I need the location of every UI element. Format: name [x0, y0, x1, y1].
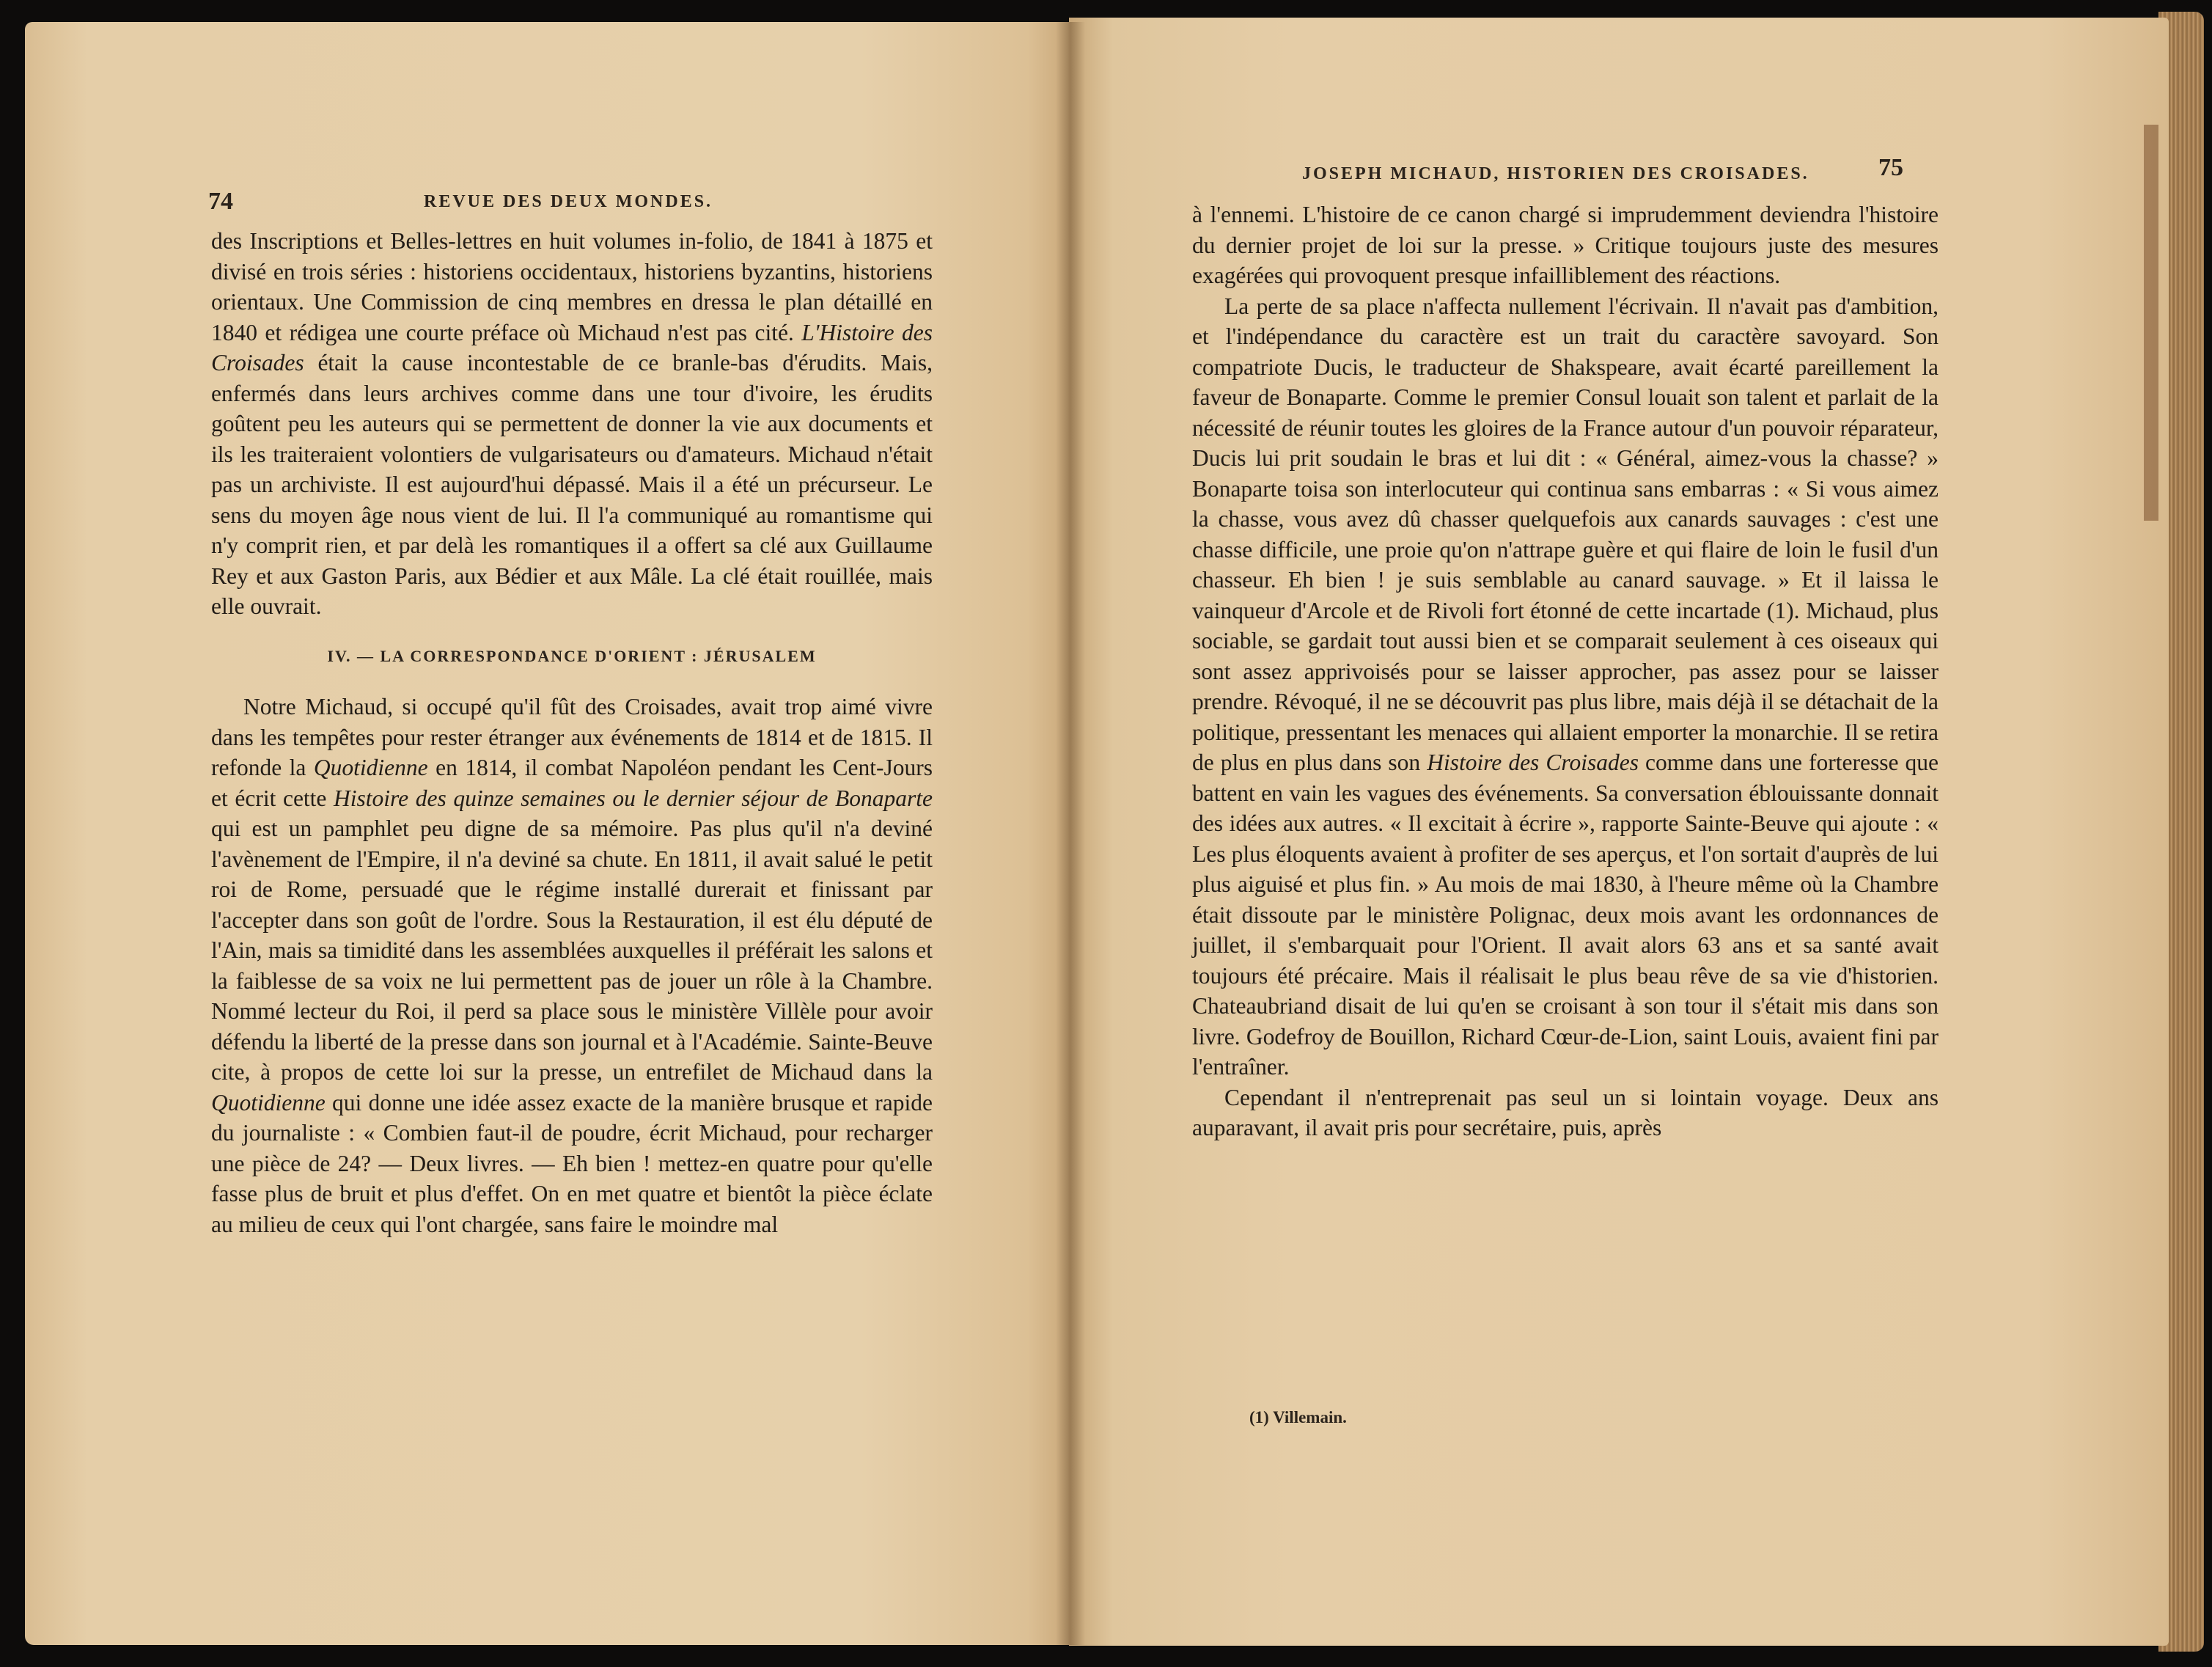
page-edge-shadow: [2144, 125, 2158, 521]
italic-title: Histoire des Croisades: [1427, 750, 1639, 775]
left-paragraph-2: [211, 692, 933, 1239]
italic-title: Quotidienne: [211, 1089, 326, 1115]
text-run: comme dans une forteresse que battent en vain les vagues des événements. Sa conversation éblouissante donnait des idées aux autres. « Il excitait à écrire », rapporte Sainte-Beuve qui ajoute : « Les plus éloquents avaient à profiter de ses aperçus, et l'on sortait d'auprès de lui plus aiguisé et plus fin. » Au mois de mai 1830, à l'heure même où la Chambre était dissoute par le ministère Polignac, deux mois avant les ordonnances de juillet, il s'embarquait pour l'Orient. Il avait alors 63 ans et sa santé avait toujours été précaire. Mais il réalisait le plus beau rêve de sa vie d'historien. Chateaubriand disait de lui qu'en se croisant à son tour il s'était mis dans son livre. Godefroy de Bouillon, Richard Cœur-de-Lion, saint Louis, avaient fini par l'entraîner.: [1192, 750, 1939, 1080]
left-page-number: 74: [208, 188, 233, 215]
text-run: qui est un pamphlet peu digne de sa mémoire. Pas plus qu'il n'a deviné l'avènement de l'Empire, il n'a deviné sa chute. En 1811, il avait salué le petit roi de Rome, persuadé que le régime installé durerait et finissant par l'accepter dans son goût de l'ordre. Sous la Restauration, il est élu député de l'Ain, mais sa timidité dans les assemblées auxquelles il préférait les salons et la faiblesse de sa voix ne lui permettent pas de jouer un rôle à la Chambre. Nommé lecteur du Roi, il perd sa place sous le ministère Villèle pour avoir défendu la liberté de la presse dans son journal et à l'Académie. Sainte-Beuve cite, à propos de cette loi sur la presse, un entrefilet de Michaud dans la: [211, 816, 933, 1085]
right-page-number: 75: [1878, 154, 1903, 181]
left-running-head: REVUE DES DEUX MONDES.: [424, 192, 713, 211]
right-page-body: [1192, 199, 1939, 1143]
left-page-body: [211, 226, 933, 1239]
text-run: qui donne une idée assez exacte de la manière brusque et rapide du journaliste : « Combien faut-il de poudre, écrit Michaud, pour recharger une pièce de 24? — Deux livres. — Eh bien ! mettez-en quatre pour qu'elle fasse plus de bruit et plus d'effet. On en met quatre et bientôt la pièce éclate au milieu de ceux qui l'ont chargée, sans faire le moindre mal: [211, 1089, 933, 1237]
text-run: des Inscriptions et Belles-lettres en huit volumes in-folio, de 1841 à 1875 et divisé en trois séries : historiens occidentaux, historiens byzantins, historiens orientaux. Une Commission de cinq membres en dressa le plan détaillé en 1840 et rédigea une courte préface où Michaud n'est pas cité.: [211, 228, 933, 345]
text-run: était la cause incontestable de ce branle-bas d'érudits. Mais, enfermés dans leurs archives comme dans une tour d'ivoire, les érudits goûtent peu les auteurs qui se permettent de donner la vie aux documents et ils les traiteraient volontiers de vulgarisateurs ou d'amateurs. Michaud n'était pas un archiviste. Il est aujourd'hui dépassé. Mais il a été un précurseur. Le sens du moyen âge nous vient de lui. Il l'a communiqué au romantisme qui n'y comprit rien, et par delà les romantiques il a offert sa clé aux Guillaume Rey et aux Gaston Paris, aux Bédier et aux Mâle. La clé était rouillée, mais elle ouvrait.: [211, 350, 933, 619]
italic-title: L'Histoire des Croisades: [211, 319, 933, 375]
right-running-head: JOSEPH MICHAUD, HISTORIEN DES CROISADES.: [1302, 164, 1809, 183]
book-gutter: [1056, 22, 1085, 1645]
footnote: (1) Villemain.: [1249, 1408, 1347, 1426]
right-paragraph-2: [1192, 291, 1939, 1082]
italic-title: Quotidienne: [313, 755, 428, 780]
left-paragraph-1: [211, 226, 933, 622]
text-run: La perte de sa place n'affecta nullement l'écrivain. Il n'avait pas d'ambition, et l'indépendance du caractère est un trait du caractère savoyard. Son compatriote Ducis, le traducteur de Shakspeare, avait écarté pareillement la faveur de Bonaparte. Comme le premier Consul louait son talent et parlait de la nécessité de réunir toutes les gloires de la France autour d'un pouvoir réparateur, Ducis lui prit soudain le bras et lui dit : « Général, aimez-vous la chasse? » Bonaparte toisa son interlocuteur qui continua sans embarras : « Si vous aimez la chasse, vous avez dû chasser quelquefois aux canards sauvages : c'est une chasse difficile, une proie qu'on n'attrape guère et qui flaire de loin le fusil d'un chasseur. Eh bien ! je suis semblable au canard sauvage. » Et il laissa le vainqueur d'Arcole et de Rivoli fort étonné de cette incartade (1). Michaud, plus sociable, se gardait tout aussi bien et se comparait seulement à ces oiseaux qui sont assez apprivoisés pour se laisser approcher, pas assez pour se laisser prendre. Révoqué, il ne se découvrit pas plus libre, mais déjà il se détachait de la politique, pressentant les menaces qui allaient emporter la monarchie. Il se retira de plus en plus dans son: [1192, 293, 1939, 775]
text-run: en 1814, il combat Napoléon pendant les Cent-Jours et écrit cette: [211, 755, 933, 811]
italic-title: Histoire des quinze semaines ou le dernier séjour de Bonaparte: [334, 785, 933, 811]
right-paragraph-3: Cependant il n'entreprenait pas seul un si lointain voyage. Deux ans auparavant, il avait pris pour secrétaire, puis, après: [1192, 1084, 1939, 1140]
section-heading: IV. — LA CORRESPONDANCE D'ORIENT : JÉRUSALEM: [327, 646, 817, 665]
right-paragraph-1: à l'ennemi. L'histoire de ce canon chargé si imprudemment deviendra l'histoire du dernier projet de loi sur la presse. » Critique toujours juste des mesures exagérées qui provoquent presque infailliblement des réactions.: [1192, 202, 1939, 288]
text-run: Notre Michaud, si occupé qu'il fût des Croisades, avait trop aimé vivre dans les tempêtes pour rester étranger aux événements de 1814 et de 1815. Il refonde la: [211, 694, 933, 780]
